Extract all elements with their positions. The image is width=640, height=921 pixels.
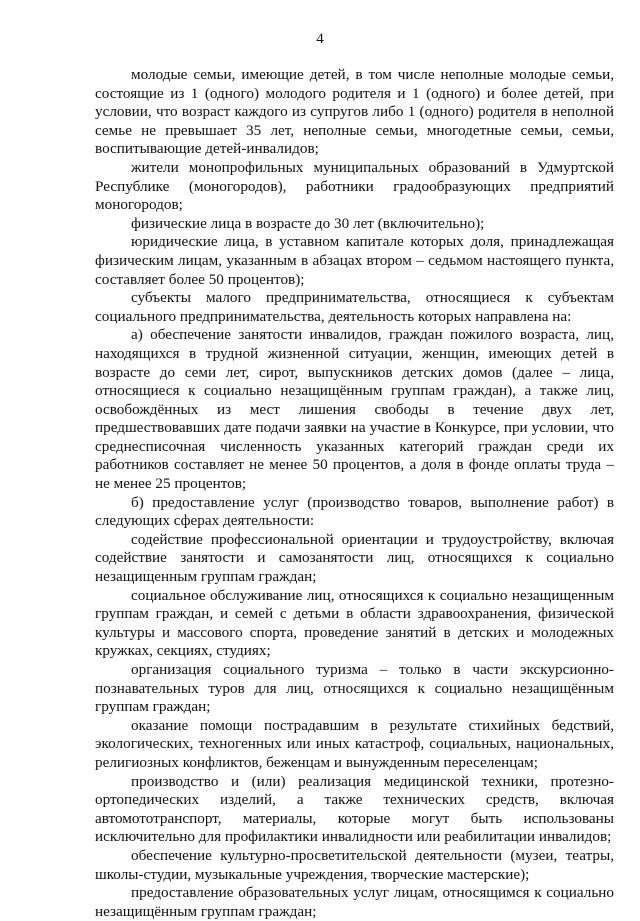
paragraph-social-tourism: организация социального туризма – только в части экскурсионно-познавательных туров для лиц, относящихся к социально незащищённым группам граждан;: [95, 661, 614, 716]
paragraph-item-a: а) обеспечение занятости инвалидов, граждан пожилого возраста, лиц, находящихся в трудной жизненной ситуации, женщин, имеющих детей в возрасте до семи лет, сирот, выпускников детских домов (далее – лица, относящиеся к социально незащищённым группам граждан), а также лиц, освобождённых из мест лишения свободы в течение двух лет, предшествовавших дате подачи заявки на участие в Конкурсе, при условии, что среднесписочная численность указанных категорий граждан среди их работников составляет не менее 50 процентов, а доля в фонде оплаты труда – не менее 25 процентов;: [95, 326, 614, 493]
paragraph-educational-services: предоставление образовательных услуг лицам, относящимся к социально незащищённым группам граждан;: [95, 884, 614, 920]
paragraph-young-families: молодые семьи, имеющие детей, в том числе неполные молодые семьи, состоящие из 1 (одного) молодого родителя и 1 (одного) и более детей, при условии, что возраст каждого из супругов либо 1 (одного) родителя в неполной семье не превышает 35 лет, неполные семьи, многодетные семьи, семьи, воспитывающие детей-инвалидов;: [95, 66, 614, 158]
paragraph-item-b: б) предоставление услуг (производство товаров, выполнение работ) в следующих сферах деятельности:: [95, 493, 614, 530]
document-body: [95, 66, 614, 921]
paragraph-cultural-activities: обеспечение культурно-просветительской деятельности (музеи, театры, школы-студии, музыкальные учреждения, творческие мастерские);: [95, 846, 614, 883]
paragraph-social-services: социальное обслуживание лиц, относящихся к социально незащищенным группам граждан, и семей с детьми в области здравоохранения, физической культуры и массового спорта, проведение занятий в детских и молодежных кружках, секциях, студиях;: [95, 586, 614, 660]
paragraph-monotown-residents: жители монопрофильных муниципальных образований в Удмуртской Республике (моногородов), работники градообразующих предприятий моногородов;: [95, 158, 614, 214]
paragraph-employment-assistance: содействие профессиональной ориентации и трудоустройству, включая содействие занятости и самозанятости лиц, относящихся к социально незащищенным группам граждан;: [95, 530, 614, 586]
paragraph-legal-entities: юридические лица, в уставном капитале которых доля, принадлежащая физическим лицам, указанным в абзацах втором – седьмом настоящего пункта, составляет более 50 процентов);: [95, 233, 614, 288]
paragraph-medical-equipment: производство и (или) реализация медицинской техники, протезно-ортопедических изделий, а также технических средств, включая автомототранспорт, материалы, которые могут быть использованы исключительно для профилактики инвалидности или реабилитации инвалидов;: [95, 772, 614, 846]
paragraph-young-individuals: физические лица в возрасте до 30 лет (включительно);: [131, 214, 485, 232]
paragraph-disaster-assistance: оказание помощи пострадавшим в результате стихийных бедствий, экологических, техногенных или иных катастроф, социальных, национальных, религиозных конфликтов, беженцам и вынужденным переселенцам;: [95, 716, 614, 771]
paragraph-small-business: субъекты малого предпринимательства, относящиеся к субъектам социального предпринимательства, деятельность которых направлена на:: [95, 289, 614, 325]
page-number: 4: [316, 31, 324, 47]
